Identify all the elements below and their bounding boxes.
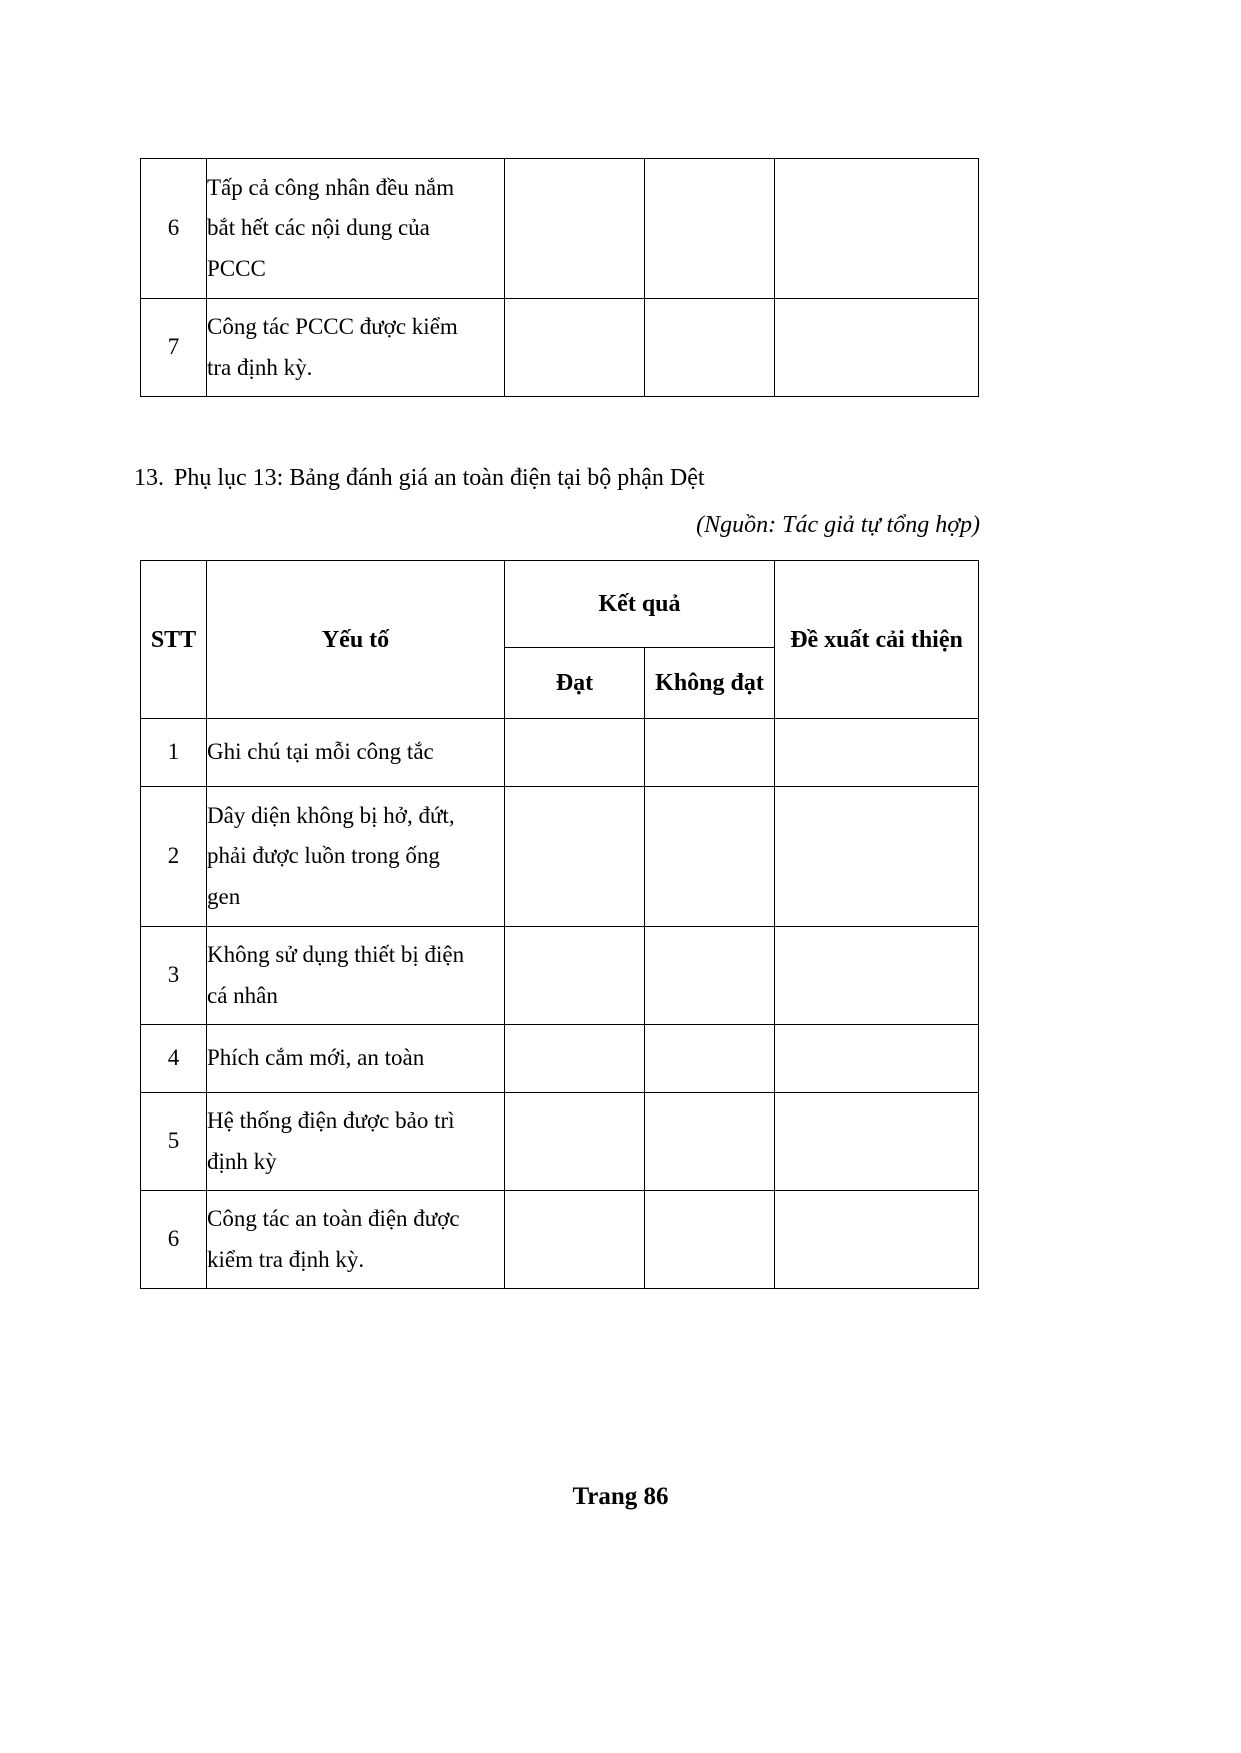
cell-khong-dat[interactable] (645, 159, 775, 299)
cell-yeu-to (207, 1093, 505, 1191)
cell-khong-dat[interactable] (645, 1093, 775, 1191)
cell-dat[interactable] (505, 1093, 645, 1191)
cell-dat[interactable] (505, 1191, 645, 1289)
cell-khong-dat[interactable] (645, 1025, 775, 1093)
text-line: Dây diện không bị hở, đứt, (207, 803, 455, 829)
cell-de-xuat[interactable] (775, 299, 979, 397)
header-dat: Đạt (505, 648, 645, 719)
table-row (141, 1093, 979, 1191)
table-header-row-1 (141, 561, 979, 648)
cell-dat[interactable] (505, 927, 645, 1025)
cell-khong-dat[interactable] (645, 719, 775, 787)
text-line: Ghi chú tại mỗi công tắc (207, 739, 434, 765)
text-line: định kỳ (207, 1148, 277, 1174)
table-row (141, 719, 979, 787)
cell-stt: 5 (141, 1093, 207, 1191)
text-line: cá nhân (207, 982, 278, 1008)
cell-de-xuat[interactable] (775, 1191, 979, 1289)
cell-yeu-to (207, 159, 505, 299)
table-row (141, 787, 979, 927)
header-de-xuat-cai-thien: Đề xuất cải thiện (775, 561, 979, 719)
page-number-footer: Trang 86 (572, 1483, 669, 1510)
cell-dat[interactable] (505, 787, 645, 927)
cell-dat[interactable] (505, 299, 645, 397)
table-row (141, 1025, 979, 1093)
cell-yeu-to (207, 1191, 505, 1289)
cell-dat[interactable] (505, 1025, 645, 1093)
cell-de-xuat[interactable] (775, 787, 979, 927)
source-note: (Nguồn: Tác giả tự tổng hợp) (696, 512, 980, 538)
table-row (141, 1191, 979, 1289)
cell-khong-dat[interactable] (645, 787, 775, 927)
cell-khong-dat[interactable] (645, 299, 775, 397)
cell-de-xuat[interactable] (775, 159, 979, 299)
text-line: Hệ thống điện được bảo trì (207, 1108, 455, 1134)
table-pccc-continued (140, 158, 979, 397)
text-line: tra định kỳ. (207, 354, 313, 380)
cell-khong-dat[interactable] (645, 1191, 775, 1289)
header-stt: STT (141, 561, 207, 719)
table-row (141, 927, 979, 1025)
text-line: PCCC (207, 255, 266, 281)
table-an-toan-dien (140, 560, 979, 1289)
cell-stt: 6 (141, 1191, 207, 1289)
cell-dat[interactable] (505, 159, 645, 299)
cell-stt: 1 (141, 719, 207, 787)
cell-yeu-to (207, 719, 505, 787)
header-yeu-to: Yếu tố (207, 561, 505, 719)
table-row (141, 299, 979, 397)
cell-khong-dat[interactable] (645, 927, 775, 1025)
cell-stt: 3 (141, 927, 207, 1025)
cell-de-xuat[interactable] (775, 719, 979, 787)
text-line: gen (207, 883, 241, 909)
text-line: kiểm tra định kỳ. (207, 1246, 365, 1272)
text-line: Công tác an toàn điện được (207, 1206, 460, 1232)
cell-stt: 6 (141, 159, 207, 299)
appendix-heading (134, 460, 1034, 496)
text-line: Công tác PCCC được kiểm (207, 314, 458, 340)
cell-yeu-to (207, 927, 505, 1025)
table-row (141, 159, 979, 299)
cell-dat[interactable] (505, 719, 645, 787)
heading-text: Phụ lục 13: Bảng đánh giá an toàn điện tại bộ phận Dệt (174, 465, 705, 491)
cell-stt: 2 (141, 787, 207, 927)
text-line: Tấp cả công nhân đều nắm (207, 175, 455, 201)
cell-yeu-to (207, 299, 505, 397)
cell-yeu-to (207, 787, 505, 927)
cell-stt: 4 (141, 1025, 207, 1093)
text-line: phải được luồn trong ống (207, 843, 440, 869)
heading-index: 13. (134, 465, 164, 491)
text-line: bắt hết các nội dung của (207, 215, 430, 241)
cell-stt: 7 (141, 299, 207, 397)
cell-de-xuat[interactable] (775, 1093, 979, 1191)
text-line: Không sử dụng thiết bị điện (207, 942, 465, 968)
header-ket-qua: Kết quả (505, 561, 775, 648)
cell-yeu-to (207, 1025, 505, 1093)
cell-de-xuat[interactable] (775, 927, 979, 1025)
text-line: Phích cắm mới, an toàn (207, 1045, 425, 1071)
header-khong-dat: Không đạt (645, 648, 775, 719)
cell-de-xuat[interactable] (775, 1025, 979, 1093)
